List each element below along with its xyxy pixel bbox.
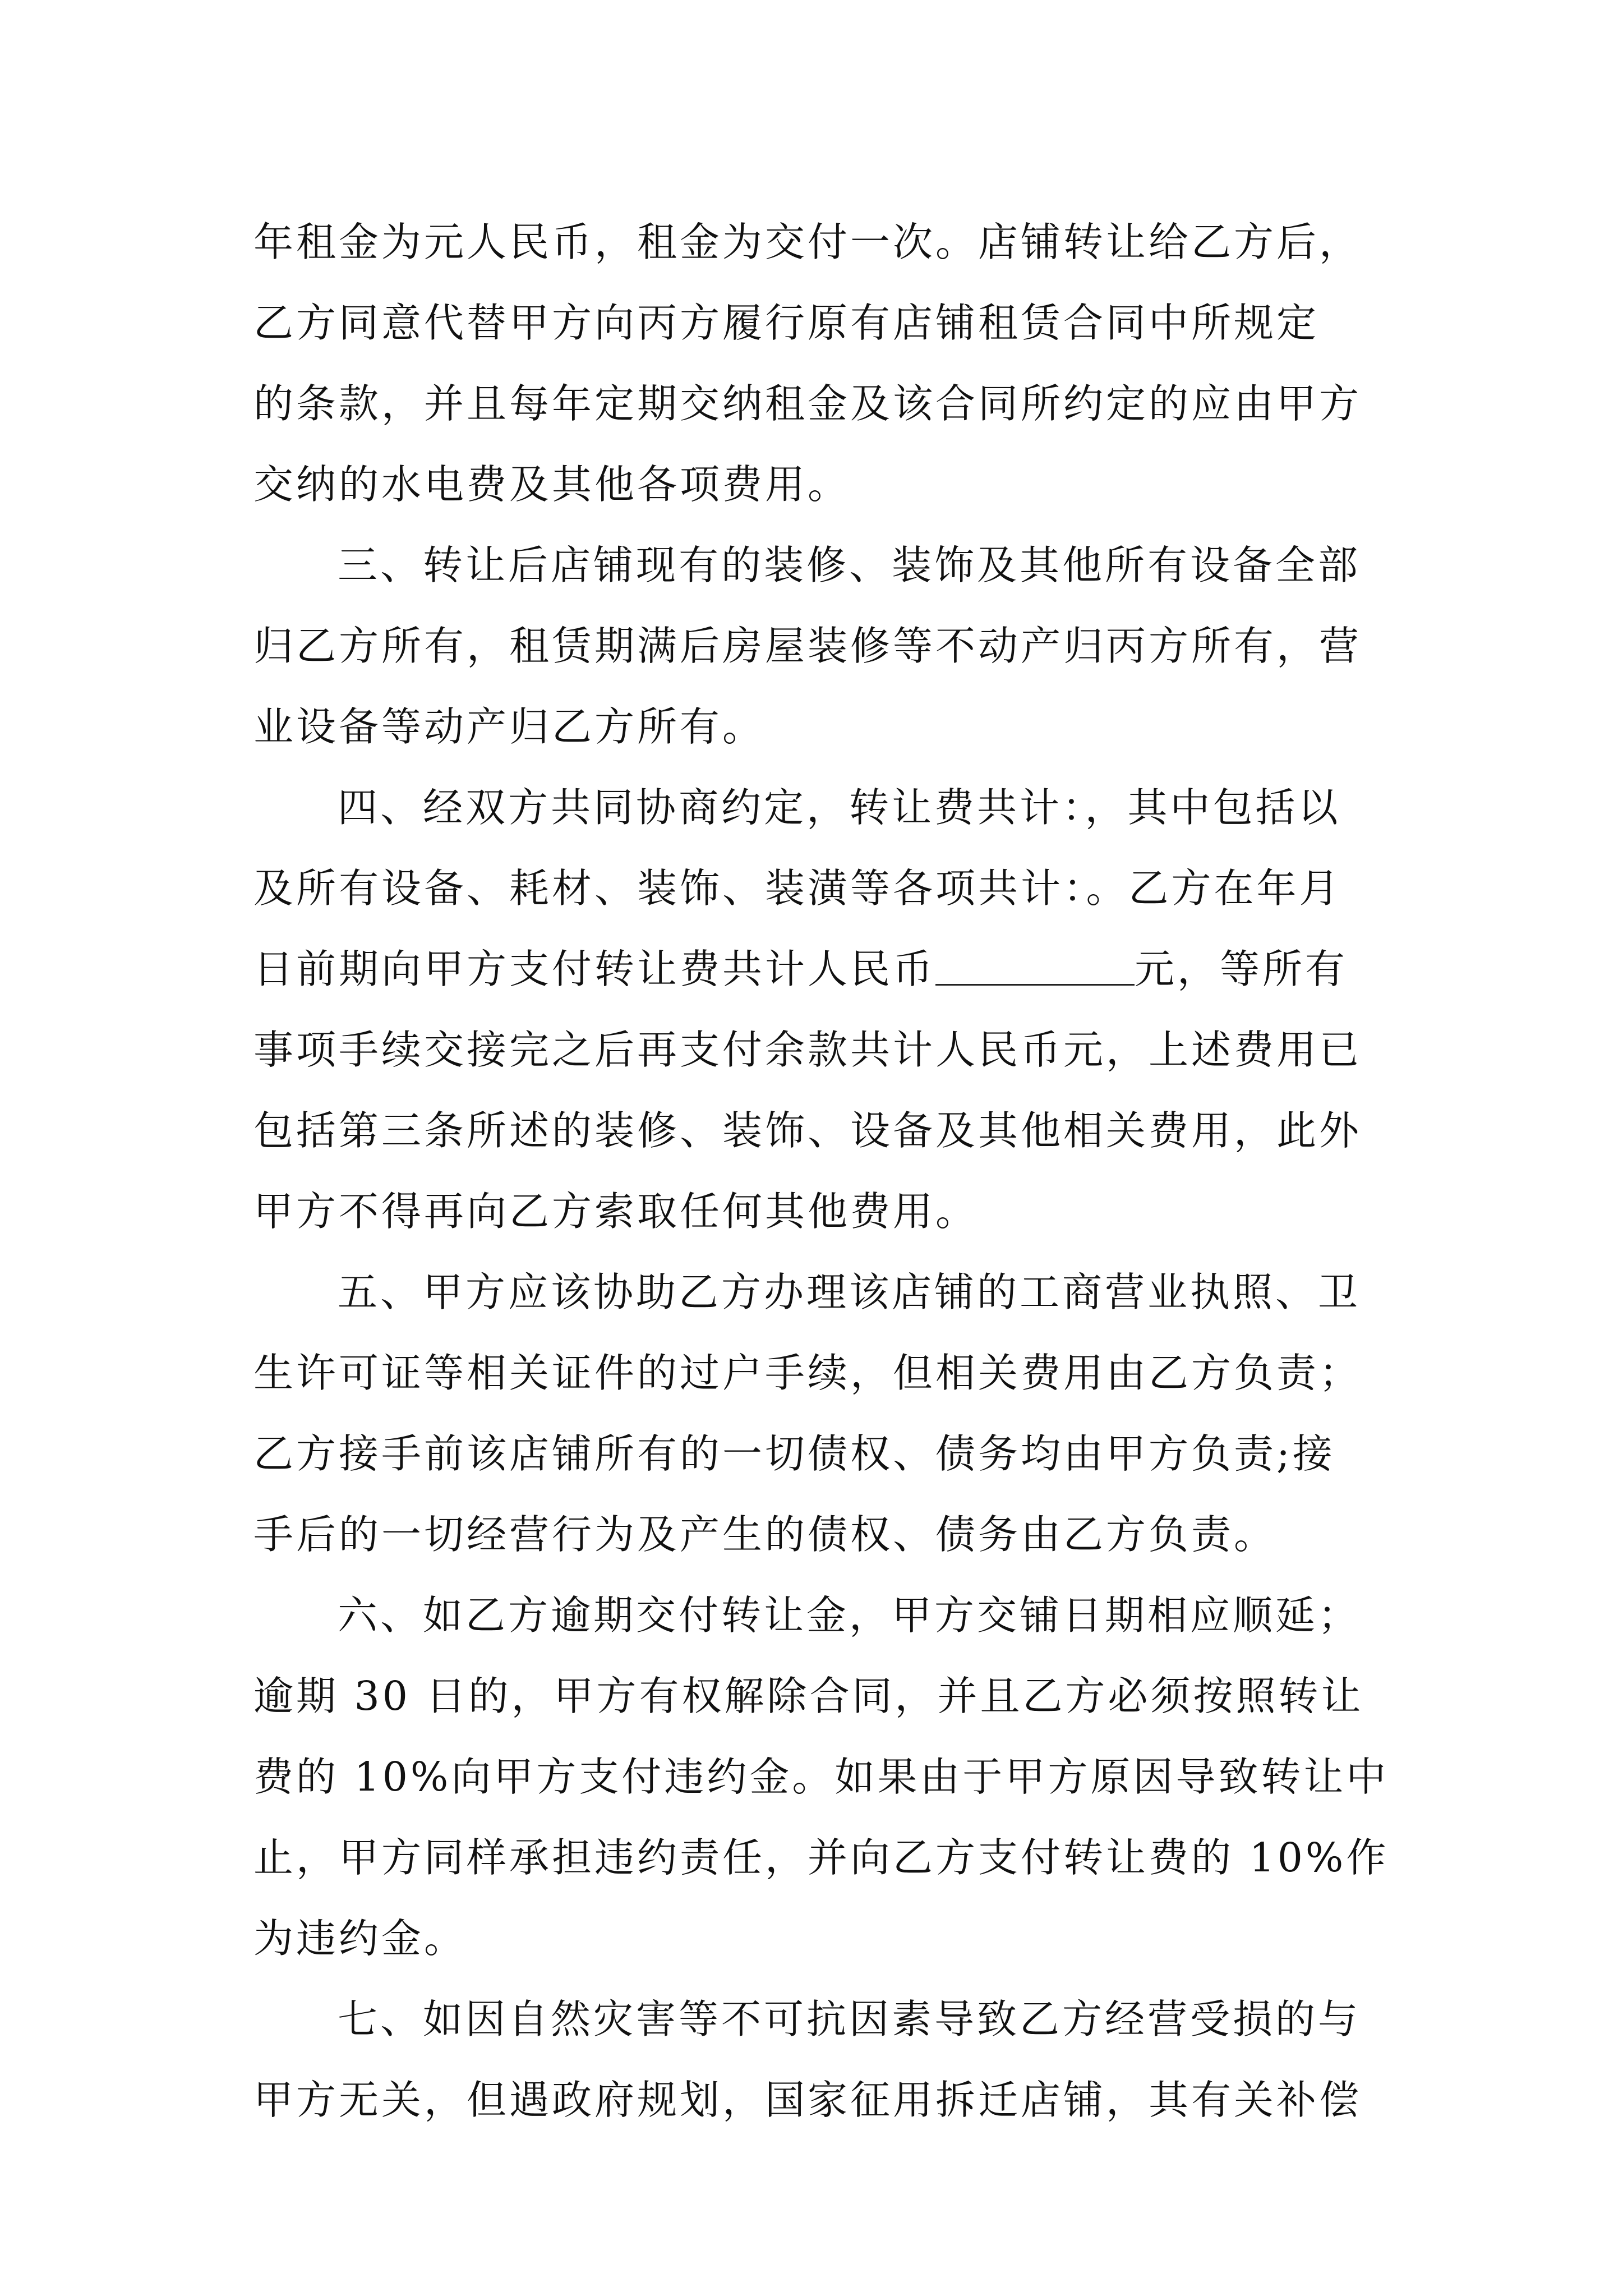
text-line: 乙方同意代替甲方向丙方履行原有店铺租赁合同中所规定 xyxy=(253,300,1320,346)
text-segment: 元，等所有 xyxy=(1135,946,1348,992)
text-line: 生许可证等相关证件的过户手续，但相关费用由乙方负责； xyxy=(253,1350,1362,1396)
text-line: 归乙方所有，租赁期满后房屋装修等不动产归丙方所有，营 xyxy=(253,623,1362,669)
text-line: 年租金为元人民币，租金为交付一次。店铺转让给乙方后， xyxy=(253,219,1362,265)
text-line-with-blank xyxy=(253,929,1381,1010)
paragraph-rent-continued xyxy=(253,202,1381,525)
text-line: 五、甲方应该协助乙方办理该店铺的工商营业执照、卫 xyxy=(338,1269,1361,1315)
text-line: 六、如乙方逾期交付转让金，甲方交铺日期相应顺延； xyxy=(338,1592,1361,1639)
paragraph-clause-6 xyxy=(253,1575,1389,1979)
paragraph-clause-7 xyxy=(253,1979,1381,2141)
text-line: 甲方不得再向乙方索取任何其他费用。 xyxy=(253,1188,979,1235)
text-line: 手后的一切经营行为及产生的债权、债务由乙方负责。 xyxy=(253,1511,1277,1558)
text-line: 四、经双方共同协商约定，转让费共计：，其中包括以 xyxy=(338,784,1341,831)
fill-in-blank-line xyxy=(935,982,1135,986)
text-line: 七、如因自然灾害等不可抗因素导致乙方经营受损的与 xyxy=(338,1996,1361,2042)
text-line: 乙方接手前该店铺所有的一切债权、债务均由甲方负责;接 xyxy=(253,1430,1335,1477)
text-line: 业设备等动产归乙方所有。 xyxy=(253,703,766,750)
text-line: 费的 10%向甲方支付违约金。如果由于甲方原因导致转让中 xyxy=(253,1754,1389,1800)
text-line: 三、转让后店铺现有的装修、装饰及其他所有设备全部 xyxy=(338,542,1361,588)
text-line: 及所有设备、耗材、装饰、装潢等各项共计：。乙方在年月 xyxy=(253,865,1342,912)
text-line: 甲方无关，但遇政府规划，国家征用拆迁店铺，其有关补偿 xyxy=(253,2077,1362,2123)
text-line: 交纳的水电费及其他各项费用。 xyxy=(253,461,851,508)
paragraph-clause-4 xyxy=(253,767,1381,1252)
text-segment: 日前期向甲方支付转让费共计人民币 xyxy=(253,946,936,992)
contract-body xyxy=(253,202,1389,2141)
paragraph-clause-5 xyxy=(253,1252,1381,1575)
text-line: 逾期 30 日的，甲方有权解除合同，并且乙方必须按照转让 xyxy=(253,1673,1364,1719)
text-line: 为违约金。 xyxy=(253,1915,467,1962)
text-line: 包括第三条所述的装修、装饰、设备及其他相关费用，此外 xyxy=(253,1107,1362,1154)
text-line: 事项手续交接完之后再支付余款共计人民币元，上述费用已 xyxy=(253,1027,1362,1073)
text-line: 止，甲方同样承担违约责任，并向乙方支付转让费的 10%作 xyxy=(253,1834,1389,1881)
paragraph-clause-3 xyxy=(253,525,1381,767)
text-line: 的条款，并且每年定期交纳租金及该合同所约定的应由甲方 xyxy=(253,380,1362,427)
